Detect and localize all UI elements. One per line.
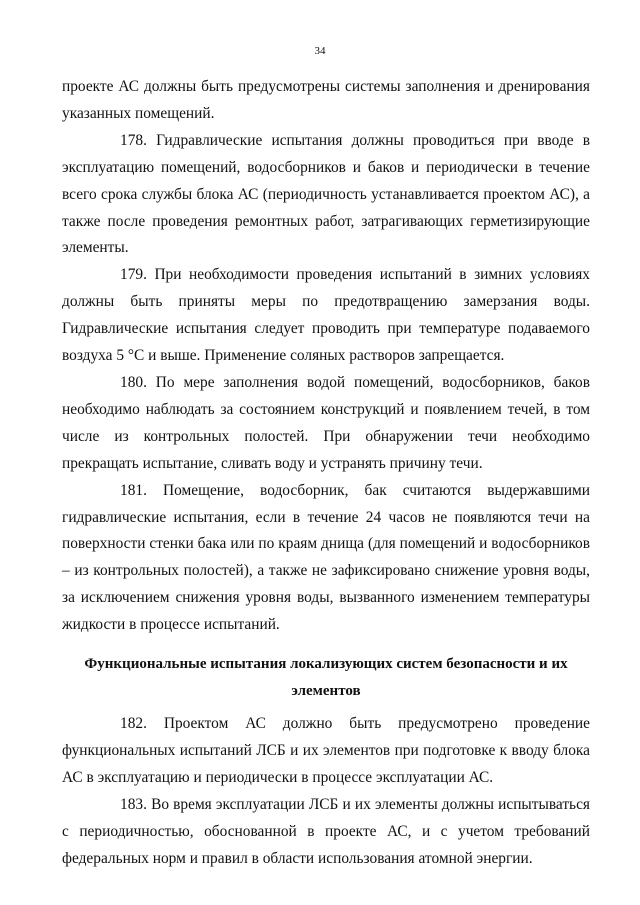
- page-number: 34: [314, 45, 326, 57]
- document-body: [62, 74, 590, 872]
- paragraph-181: 181. Помещение, водосборник, бак считаются выдержавшими гидравлические испытания, если в течение 24 часов не появляются течи на поверхности стенки бака или по краям днища (для помещений и водосборников – из контрольных полостей), а также не зафиксировано снижение уровня воды, за исключением снижения уровня воды, вызванного изменением температуры жидкости в процессе испытаний.: [62, 481, 590, 634]
- paragraph-179: 179. При необходимости проведения испытаний в зимних условиях должны быть приняты меры по предотвращению замерзания воды. Гидравлические испытания следует проводить при температуре подаваемого воздуха 5 °С и выше. Применение соляных растворов запрещается.: [62, 266, 590, 365]
- section-heading: Функциональные испытания локализующих систем безопасности и их элементов: [84, 656, 568, 700]
- paragraph-178: 178. Гидравлические испытания должны проводиться при вводе в эксплуатацию помещений, водосборников и баков и периодически в течение всего срока службы блока АС (периодичность устанавливается проектом АС), а также после проведения ремонтных работ, затрагивающих герметизирующие элементы.: [62, 131, 590, 257]
- paragraph-183: 183. Во время эксплуатации ЛСБ и их элементы должны испытываться с периодичностью, обоснованной в проекте АС, и с учетом требований федеральных норм и правил в области использования атомной энергии.: [62, 795, 590, 867]
- paragraph-continuation: проекте АС должны быть предусмотрены системы заполнения и дренирования указанных помещений.: [62, 78, 590, 122]
- paragraph-182: 182. Проектом АС должно быть предусмотрено проведение функциональных испытаний ЛСБ и их элементов при подготовке к вводу блока АС в эксплуатацию и периодически в процессе эксплуатации АС.: [62, 715, 590, 786]
- paragraph-180: 180. По мере заполнения водой помещений, водосборников, баков необходимо наблюдать за состоянием конструкций и появлением течей, в том числе из контрольных полостей. При обнаружении течи необходимо прекращать испытание, сливать воду и устранять причину течи.: [62, 373, 590, 472]
